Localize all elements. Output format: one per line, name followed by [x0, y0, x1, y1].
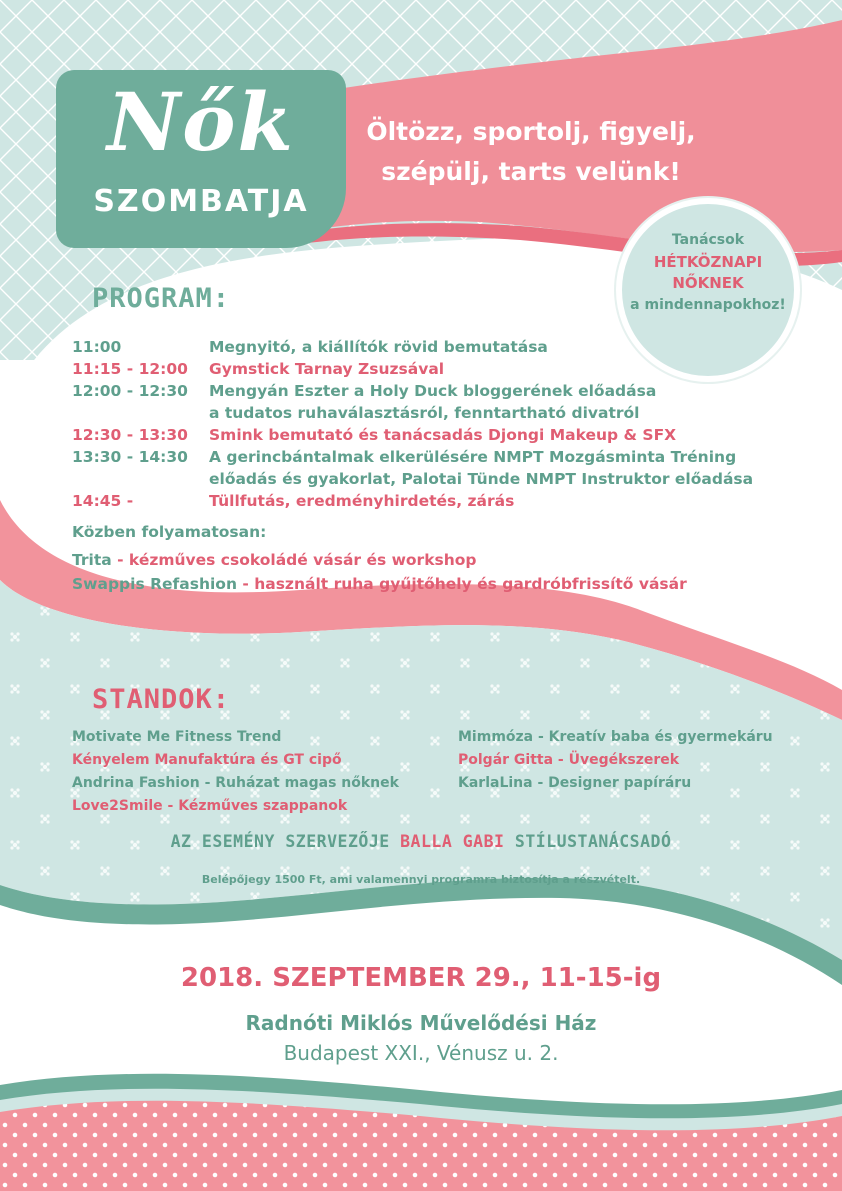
logo-block — [56, 70, 346, 248]
tagline-line-2: szépülj, tarts velünk! — [381, 157, 681, 186]
schedule-desc: Tüllfutás, eredményhirdetés, zárás — [209, 492, 515, 510]
tagline-line-1: Öltözz, sportolj, figyelj, — [366, 117, 696, 146]
meanwhile-item — [72, 572, 687, 596]
program-heading: PROGRAM: — [92, 283, 231, 314]
schedule-time: 14:45 - — [72, 492, 134, 510]
stand-item: Mimmóza - Kreatív baba és gyermekáru — [458, 729, 773, 745]
schedule-desc-line-1: Mengyán Eszter a Holy Duck bloggerének előadása — [209, 382, 657, 400]
stand-item: Kényelem Manufaktúra és GT cipő — [72, 752, 342, 768]
organizer-suffix: STÍLUSTANÁCSADÓ — [504, 832, 672, 851]
schedule-desc — [209, 446, 792, 490]
badge-line-3: NŐKNEK — [672, 274, 744, 292]
meanwhile-name: Trita — [72, 551, 112, 569]
event-address: Budapest XXI., Vénusz u. 2. — [283, 1041, 559, 1065]
meanwhile-desc: - használt ruha gyűjtőhely és gardróbfrissítő vásár — [236, 575, 687, 593]
schedule-row — [72, 380, 792, 424]
schedule-time: 11:15 - 12:00 — [72, 360, 188, 378]
ticket-info: Belépőjegy 1500 Ft, ami valamennyi programra biztosítja a részvételt. — [201, 873, 641, 886]
schedule-desc: Smink bemutató és tanácsadás Djongi Makeup & SFX — [209, 426, 677, 444]
schedule-row — [72, 358, 792, 380]
meanwhile-section — [72, 520, 687, 596]
schedule-row — [72, 336, 792, 358]
event-date: 2018. SZEPTEMBER 29., 11-15-ig — [180, 963, 662, 993]
badge-line-1: Tanácsok — [671, 232, 745, 248]
schedule-row — [72, 424, 792, 446]
meanwhile-item — [72, 548, 687, 572]
organizer-prefix: AZ ESEMÉNY SZERVEZŐJE — [170, 832, 401, 851]
standok-left-list — [72, 726, 399, 818]
stand-item: Love2Smile - Kézműves szappanok — [72, 798, 348, 814]
schedule-row — [72, 446, 792, 490]
schedule-desc: Gymstick Tarnay Zsuzsával — [209, 360, 445, 378]
standok-right-list — [458, 726, 773, 795]
meanwhile-desc: - kézműves csokoládé vásár és workshop — [111, 551, 477, 569]
tagline — [366, 112, 696, 192]
program-schedule — [72, 336, 792, 512]
organizer-line — [0, 832, 842, 851]
schedule-desc — [209, 380, 792, 424]
schedule-time: 12:00 - 12:30 — [72, 382, 188, 400]
standok-heading: STANDOK: — [92, 684, 231, 715]
stand-item: Motivate Me Fitness Trend — [72, 729, 282, 745]
meanwhile-label: Közben folyamatosan: — [72, 523, 267, 541]
stand-item: Polgár Gitta - Üvegékszerek — [458, 752, 680, 768]
logo-subtitle: SZOMBATJA — [93, 184, 309, 219]
schedule-desc-line-2: a tudatos ruhaválasztásról, fenntartható divatról — [209, 404, 640, 422]
schedule-desc: Megnyitó, a kiállítók rövid bemutatása — [209, 338, 548, 356]
meanwhile-name: Swappis Refashion — [72, 575, 237, 593]
badge-line-4: a mindennapokhoz! — [630, 297, 786, 313]
schedule-desc-line-2: előadás és gyakorlat, Palotai Tünde NMPT Instruktor előadása — [209, 470, 754, 488]
stand-item: Andrina Fashion - Ruházat magas nőknek — [72, 775, 399, 791]
stand-item: KarlaLina - Designer papíráru — [458, 775, 692, 791]
organizer-name: BALLA GABI — [400, 832, 505, 851]
schedule-time: 13:30 - 14:30 — [72, 448, 188, 466]
schedule-row — [72, 490, 792, 512]
event-venue: Radnóti Miklós Művelődési Ház — [245, 1011, 597, 1035]
schedule-desc-line-1: A gerincbántalmak elkerülésére NMPT Mozgásminta Tréning — [209, 448, 737, 466]
logo-title: Nők — [107, 75, 295, 169]
schedule-time: 11:00 — [72, 338, 122, 356]
badge-line-2: HÉTKÖZNAPI — [653, 253, 763, 271]
schedule-time: 12:30 - 13:30 — [72, 426, 188, 444]
